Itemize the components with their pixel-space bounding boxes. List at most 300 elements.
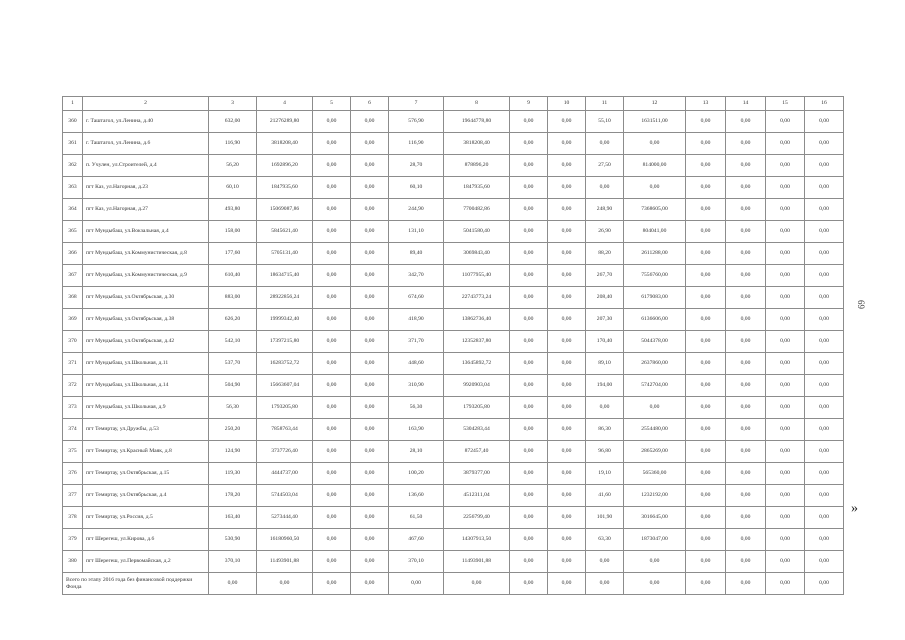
table-row: [63, 353, 844, 375]
value-cell: 0,00: [766, 265, 805, 287]
value-cell: 0,00: [766, 133, 805, 155]
total-value-cell: 0,00: [686, 573, 726, 595]
value-cell: 119,30: [209, 463, 257, 485]
address-cell: пгт Мундыбаш, ул.Школьная, д.9: [83, 397, 209, 419]
value-cell: 0,00: [351, 243, 389, 265]
value-cell: 0,00: [726, 243, 766, 265]
value-cell: 0,00: [510, 419, 548, 441]
value-cell: 0,00: [586, 133, 624, 155]
value-cell: 0,00: [313, 375, 351, 397]
table-row: [63, 485, 844, 507]
value-cell: 208,40: [586, 287, 624, 309]
value-cell: 0,00: [686, 529, 726, 551]
value-cell: 0,00: [766, 309, 805, 331]
value-cell: 0,00: [805, 287, 844, 309]
value-cell: 0,00: [805, 331, 844, 353]
value-cell: 537,70: [209, 353, 257, 375]
value-cell: 0,00: [686, 551, 726, 573]
value-cell: 0,00: [351, 419, 389, 441]
value-cell: 0,00: [510, 111, 548, 133]
row-number-cell: 363: [63, 177, 83, 199]
value-cell: 56,30: [209, 397, 257, 419]
value-cell: 131,10: [389, 221, 444, 243]
value-cell: 0,00: [766, 155, 805, 177]
row-number-cell: 376: [63, 463, 83, 485]
row-number-cell: 375: [63, 441, 83, 463]
value-cell: 0,00: [766, 397, 805, 419]
value-cell: 21276289,80: [257, 111, 313, 133]
address-cell: пгт Мундыбаш, ул.Вокзальная, д.4: [83, 221, 209, 243]
value-cell: 3818208,40: [257, 133, 313, 155]
value-cell: 16283752,72: [257, 353, 313, 375]
address-cell: пгт Темиртау, ул.Россия, д.5: [83, 507, 209, 529]
value-cell: 1692896,20: [257, 155, 313, 177]
value-cell: 0,00: [548, 441, 586, 463]
row-number-cell: 369: [63, 309, 83, 331]
value-cell: 0,00: [313, 309, 351, 331]
value-cell: 0,00: [351, 463, 389, 485]
value-cell: 0,00: [313, 265, 351, 287]
value-cell: 89,40: [389, 243, 444, 265]
value-cell: 0,00: [805, 243, 844, 265]
address-cell: пгт Шерегеш, ул.Кирова, д.6: [83, 529, 209, 551]
value-cell: 0,00: [726, 529, 766, 551]
value-cell: 0,00: [510, 177, 548, 199]
value-cell: 60,10: [209, 177, 257, 199]
value-cell: 530,90: [209, 529, 257, 551]
value-cell: 0,00: [726, 331, 766, 353]
value-cell: 0,00: [548, 177, 586, 199]
table-row: [63, 441, 844, 463]
column-number: 12: [624, 97, 686, 111]
value-cell: 22743773,24: [444, 287, 510, 309]
value-cell: 250,20: [209, 419, 257, 441]
row-number-cell: 361: [63, 133, 83, 155]
value-cell: 0,00: [805, 133, 844, 155]
value-cell: 0,00: [805, 463, 844, 485]
table-row: [63, 265, 844, 287]
row-number-cell: 367: [63, 265, 83, 287]
value-cell: 0,00: [686, 507, 726, 529]
value-cell: 0,00: [313, 419, 351, 441]
value-cell: 56,30: [389, 397, 444, 419]
value-cell: 177,60: [209, 243, 257, 265]
row-number-cell: 377: [63, 485, 83, 507]
value-cell: 0,00: [313, 441, 351, 463]
value-cell: 0,00: [686, 177, 726, 199]
row-number-cell: 371: [63, 353, 83, 375]
value-cell: 1793205,80: [257, 397, 313, 419]
value-cell: 0,00: [686, 309, 726, 331]
value-cell: 610,40: [209, 265, 257, 287]
value-cell: 0,00: [726, 397, 766, 419]
value-cell: 0,00: [686, 221, 726, 243]
value-cell: 0,00: [766, 111, 805, 133]
value-cell: 0,00: [726, 111, 766, 133]
value-cell: 16180960,50: [257, 529, 313, 551]
value-cell: 0,00: [510, 551, 548, 573]
value-cell: 0,00: [686, 375, 726, 397]
value-cell: 89,10: [586, 353, 624, 375]
total-value-cell: 0,00: [805, 573, 844, 595]
value-cell: 0,00: [686, 133, 726, 155]
value-cell: 342,70: [389, 265, 444, 287]
value-cell: 0,00: [351, 111, 389, 133]
value-cell: 0,00: [726, 353, 766, 375]
total-value-cell: 0,00: [351, 573, 389, 595]
value-cell: 0,00: [766, 529, 805, 551]
value-cell: 0,00: [313, 221, 351, 243]
value-cell: 0,00: [351, 221, 389, 243]
table-row: [63, 199, 844, 221]
address-cell: пгт Мундыбаш, ул.Октябрьская, д.42: [83, 331, 209, 353]
table-row: [63, 287, 844, 309]
value-cell: 0,00: [313, 331, 351, 353]
value-cell: 0,00: [726, 463, 766, 485]
value-cell: 814000,00: [624, 155, 686, 177]
value-cell: 872457,40: [444, 441, 510, 463]
value-cell: 878896,20: [444, 155, 510, 177]
value-cell: 0,00: [805, 221, 844, 243]
value-cell: 1847935,60: [444, 177, 510, 199]
table-row: [63, 331, 844, 353]
value-cell: 0,00: [766, 375, 805, 397]
value-cell: 11493901,88: [257, 551, 313, 573]
row-number-cell: 365: [63, 221, 83, 243]
address-cell: пгт Каз, ул.Нагорная, д.27: [83, 199, 209, 221]
value-cell: 17397215,80: [257, 331, 313, 353]
address-cell: пгт Каз, ул.Нагорная, д.23: [83, 177, 209, 199]
value-cell: 0,00: [686, 331, 726, 353]
value-cell: 448,60: [389, 353, 444, 375]
page-number: 69: [856, 300, 866, 309]
value-cell: 632,00: [209, 111, 257, 133]
value-cell: 0,00: [726, 507, 766, 529]
value-cell: 0,00: [313, 177, 351, 199]
value-cell: 7556760,00: [624, 265, 686, 287]
column-number: 14: [726, 97, 766, 111]
value-cell: 101,90: [586, 507, 624, 529]
value-cell: 3069843,40: [444, 243, 510, 265]
value-cell: 136,60: [389, 485, 444, 507]
value-cell: 170,40: [586, 331, 624, 353]
value-cell: 626,20: [209, 309, 257, 331]
value-cell: 0,00: [548, 507, 586, 529]
value-cell: 124,90: [209, 441, 257, 463]
value-cell: 0,00: [726, 441, 766, 463]
value-cell: 0,00: [624, 551, 686, 573]
value-cell: 9920903,04: [444, 375, 510, 397]
value-cell: 0,00: [548, 265, 586, 287]
value-cell: 0,00: [586, 177, 624, 199]
row-number-cell: 380: [63, 551, 83, 573]
value-cell: 6179083,00: [624, 287, 686, 309]
value-cell: 163,40: [209, 507, 257, 529]
value-cell: 15069087,86: [257, 199, 313, 221]
value-cell: 4512311,04: [444, 485, 510, 507]
total-value-cell: 0,00: [444, 573, 510, 595]
value-cell: 0,00: [313, 485, 351, 507]
value-cell: 11077955,40: [444, 265, 510, 287]
value-cell: 0,00: [548, 463, 586, 485]
value-cell: 0,00: [686, 419, 726, 441]
value-cell: 14307913,50: [444, 529, 510, 551]
column-number: 5: [313, 97, 351, 111]
value-cell: 0,00: [510, 155, 548, 177]
value-cell: 3879377,00: [444, 463, 510, 485]
value-cell: 0,00: [586, 397, 624, 419]
value-cell: 0,00: [766, 441, 805, 463]
address-cell: пгт Мундыбаш, ул.Школьная, д.11: [83, 353, 209, 375]
address-cell: пгт Темиртау, ул.Красный Маяк, д.8: [83, 441, 209, 463]
value-cell: 542,10: [209, 331, 257, 353]
value-cell: 0,00: [805, 551, 844, 573]
value-cell: 0,00: [686, 353, 726, 375]
address-cell: г. Таштагол, ул.Ленина, д.6: [83, 133, 209, 155]
total-value-cell: 0,00: [548, 573, 586, 595]
value-cell: 28,70: [389, 155, 444, 177]
value-cell: 6136606,00: [624, 309, 686, 331]
value-cell: 0,00: [726, 199, 766, 221]
value-cell: 0,00: [510, 507, 548, 529]
column-number: 10: [548, 97, 586, 111]
value-cell: 0,00: [351, 287, 389, 309]
value-cell: 4444737,00: [257, 463, 313, 485]
value-cell: 0,00: [805, 485, 844, 507]
value-cell: 0,00: [766, 551, 805, 573]
column-number: 8: [444, 97, 510, 111]
table-row: [63, 221, 844, 243]
row-number-cell: 374: [63, 419, 83, 441]
value-cell: 2256799,40: [444, 507, 510, 529]
total-value-cell: 0,00: [766, 573, 805, 595]
value-cell: 0,00: [548, 551, 586, 573]
value-cell: 1232192,00: [624, 485, 686, 507]
value-cell: 0,00: [510, 353, 548, 375]
value-cell: 0,00: [351, 331, 389, 353]
value-cell: 5044378,00: [624, 331, 686, 353]
value-cell: 3818208,40: [444, 133, 510, 155]
value-cell: 7858763,44: [257, 419, 313, 441]
value-cell: 0,00: [510, 397, 548, 419]
value-cell: 0,00: [351, 529, 389, 551]
value-cell: 26,90: [586, 221, 624, 243]
value-cell: 0,00: [686, 265, 726, 287]
value-cell: 0,00: [510, 331, 548, 353]
value-cell: 0,00: [510, 529, 548, 551]
closing-quote: »: [851, 501, 858, 516]
total-value-cell: 0,00: [389, 573, 444, 595]
value-cell: 0,00: [726, 485, 766, 507]
value-cell: 56,20: [209, 155, 257, 177]
value-cell: 5041580,40: [444, 221, 510, 243]
value-cell: 0,00: [548, 397, 586, 419]
value-cell: 0,00: [686, 441, 726, 463]
value-cell: 7700482,86: [444, 199, 510, 221]
value-cell: 5705131,40: [257, 243, 313, 265]
column-number: 3: [209, 97, 257, 111]
table-body: [63, 97, 844, 595]
value-cell: 0,00: [351, 397, 389, 419]
value-cell: 0,00: [510, 221, 548, 243]
value-cell: 0,00: [313, 507, 351, 529]
address-cell: п. Учулен, ул.Строителей, д.4: [83, 155, 209, 177]
row-number-cell: 373: [63, 397, 83, 419]
row-number-cell: 378: [63, 507, 83, 529]
value-cell: 0,00: [548, 309, 586, 331]
table-row: [63, 463, 844, 485]
value-cell: 0,00: [548, 419, 586, 441]
value-cell: 565360,00: [624, 463, 686, 485]
value-cell: 0,00: [766, 331, 805, 353]
value-cell: 0,00: [726, 221, 766, 243]
column-number: 11: [586, 97, 624, 111]
address-cell: пгт Шерегеш, ул.Первомайская, д.2: [83, 551, 209, 573]
value-cell: 0,00: [805, 111, 844, 133]
value-cell: 0,00: [586, 551, 624, 573]
value-cell: 1631511,00: [624, 111, 686, 133]
table-row: [63, 133, 844, 155]
value-cell: 0,00: [766, 287, 805, 309]
value-cell: 371,70: [389, 331, 444, 353]
value-cell: 0,00: [510, 265, 548, 287]
value-cell: 19,10: [586, 463, 624, 485]
value-cell: 0,00: [766, 507, 805, 529]
value-cell: 0,00: [805, 177, 844, 199]
value-cell: 418,90: [389, 309, 444, 331]
value-cell: 19999342,40: [257, 309, 313, 331]
value-cell: 0,00: [313, 133, 351, 155]
value-cell: 5273444,40: [257, 507, 313, 529]
address-cell: пгт Мундыбаш, ул.Октябрьская, д.30: [83, 287, 209, 309]
value-cell: 370,10: [389, 551, 444, 573]
value-cell: 0,00: [351, 309, 389, 331]
address-cell: пгт Мундыбаш, ул.Коммунистическая, д.8: [83, 243, 209, 265]
value-cell: 674,60: [389, 287, 444, 309]
value-cell: 11493901,88: [444, 551, 510, 573]
value-cell: 1873047,00: [624, 529, 686, 551]
total-value-cell: 0,00: [510, 573, 548, 595]
address-cell: пгт Мундыбаш, ул.Школьная, д.14: [83, 375, 209, 397]
value-cell: 96,80: [586, 441, 624, 463]
value-cell: 0,00: [510, 463, 548, 485]
row-number-cell: 368: [63, 287, 83, 309]
register-table: [62, 96, 844, 595]
column-number: 6: [351, 97, 389, 111]
value-cell: 28922856,24: [257, 287, 313, 309]
value-cell: 13645892,72: [444, 353, 510, 375]
value-cell: 2637860,00: [624, 353, 686, 375]
value-cell: 0,00: [351, 375, 389, 397]
value-cell: 0,00: [766, 177, 805, 199]
value-cell: 158,00: [209, 221, 257, 243]
value-cell: 0,00: [805, 309, 844, 331]
value-cell: 0,00: [510, 309, 548, 331]
value-cell: 0,00: [766, 419, 805, 441]
value-cell: 0,00: [510, 243, 548, 265]
table-row: [63, 419, 844, 441]
value-cell: 0,00: [548, 287, 586, 309]
table-header-row: [63, 97, 844, 111]
value-cell: 0,00: [686, 397, 726, 419]
value-cell: 3737726,40: [257, 441, 313, 463]
value-cell: 0,00: [313, 529, 351, 551]
value-cell: 0,00: [510, 485, 548, 507]
value-cell: 576,90: [389, 111, 444, 133]
column-number: 16: [805, 97, 844, 111]
value-cell: 0,00: [624, 397, 686, 419]
value-cell: 0,00: [510, 375, 548, 397]
value-cell: 0,00: [686, 199, 726, 221]
value-cell: 0,00: [805, 397, 844, 419]
value-cell: 0,00: [510, 133, 548, 155]
value-cell: 5845621,40: [257, 221, 313, 243]
value-cell: 100,20: [389, 463, 444, 485]
row-number-cell: 360: [63, 111, 83, 133]
value-cell: 5744503,04: [257, 485, 313, 507]
value-cell: 0,00: [351, 551, 389, 573]
address-cell: пгт Темиртау, ул.Октябрьская, д.4: [83, 485, 209, 507]
value-cell: 244,90: [389, 199, 444, 221]
value-cell: 0,00: [805, 419, 844, 441]
table-row: [63, 551, 844, 573]
value-cell: 2865269,00: [624, 441, 686, 463]
value-cell: 0,00: [624, 133, 686, 155]
column-number: 4: [257, 97, 313, 111]
value-cell: 0,00: [510, 199, 548, 221]
value-cell: 0,00: [805, 441, 844, 463]
value-cell: 0,00: [313, 353, 351, 375]
value-cell: 248,90: [586, 199, 624, 221]
value-cell: 63,30: [586, 529, 624, 551]
value-cell: 1793205,80: [444, 397, 510, 419]
value-cell: 0,00: [726, 133, 766, 155]
value-cell: 0,00: [548, 155, 586, 177]
table-row: [63, 529, 844, 551]
table-row: [63, 507, 844, 529]
value-cell: 0,00: [726, 551, 766, 573]
value-cell: 0,00: [548, 485, 586, 507]
document-sheet: [62, 96, 844, 595]
table-row: [63, 155, 844, 177]
value-cell: 0,00: [726, 177, 766, 199]
address-cell: пгт Темиртау, ул.Октябрьская, д.15: [83, 463, 209, 485]
value-cell: 5304283,44: [444, 419, 510, 441]
total-value-cell: 0,00: [726, 573, 766, 595]
value-cell: 0,00: [686, 287, 726, 309]
value-cell: 493,80: [209, 199, 257, 221]
value-cell: 804041,00: [624, 221, 686, 243]
total-value-cell: 0,00: [313, 573, 351, 595]
value-cell: 19644778,80: [444, 111, 510, 133]
column-number: 7: [389, 97, 444, 111]
table-row: [63, 397, 844, 419]
value-cell: 0,00: [313, 551, 351, 573]
value-cell: 0,00: [351, 177, 389, 199]
value-cell: 55,10: [586, 111, 624, 133]
value-cell: 0,00: [726, 375, 766, 397]
value-cell: 0,00: [313, 463, 351, 485]
value-cell: 0,00: [726, 155, 766, 177]
value-cell: 883,00: [209, 287, 257, 309]
value-cell: 2611288,00: [624, 243, 686, 265]
value-cell: 0,00: [726, 265, 766, 287]
value-cell: 0,00: [351, 485, 389, 507]
row-number-cell: 372: [63, 375, 83, 397]
total-value-cell: 0,00: [586, 573, 624, 595]
value-cell: 0,00: [510, 287, 548, 309]
value-cell: 0,00: [686, 463, 726, 485]
